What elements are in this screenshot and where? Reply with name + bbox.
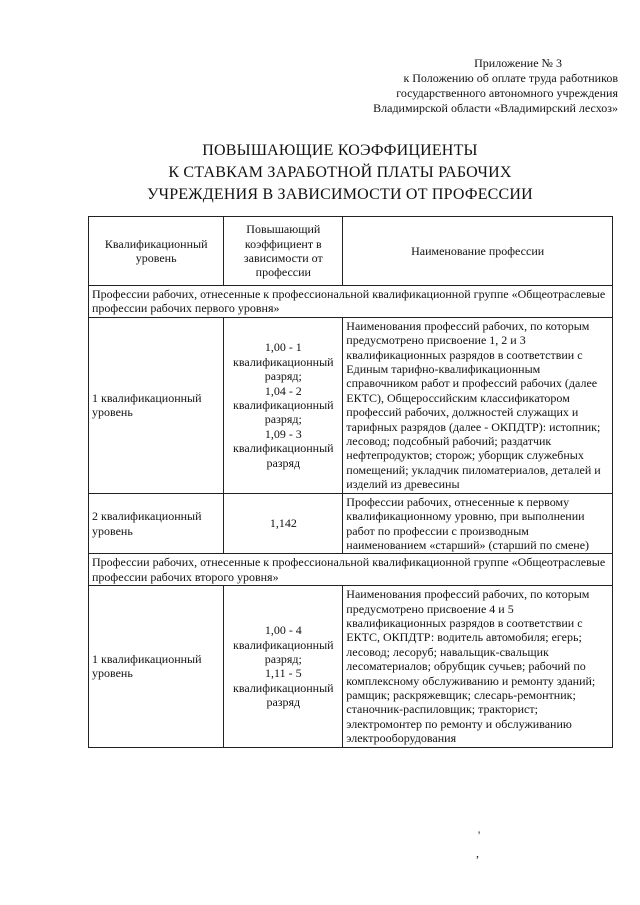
level-cell: 1 квалификационный уровень — [89, 586, 224, 747]
table-row — [89, 586, 613, 747]
coefficient-line: 1,04 - 2 — [264, 383, 302, 398]
coefficient-line: 1,00 - 1 — [264, 340, 302, 355]
coefficient-line: квалификационный — [233, 441, 334, 456]
profession-cell: Наименования профессий рабочих, по которым предусмотрено присвоение 1, 2 и 3 квалификационных разрядов в соответствии с Единым тарифно-квалификационным справочником работ и профессий рабочих (далее ЕКТС), Общероссийским классификатором профессий рабочих, должностей служащих и тарифных разрядов (далее - ОКПДТР): истопник; лесовод; подсобный рабочий; раздатчик нефтепродуктов; сторож; уборщик служебных помещений; укладчик пиломатериалов, деталей и изделий из древесины — [343, 317, 613, 493]
coefficient-line: 1,09 - 3 — [264, 426, 302, 441]
coefficient-line: квалификационный — [233, 398, 334, 413]
group-row — [89, 554, 613, 586]
profession-cell: Наименования профессий рабочих, по которым предусмотрено присвоение 4 и 5 квалификационных разрядов в соответствии с ЕКТС, ОКПДТР: водитель автомобиля; егерь; лесовод; лесоруб; навальщик-свальщик лесоматериалов; обрубщик сучьев; рабочий по комплексному обслуживанию и ремонту зданий; рамщик; раскряжевщик; слесарь-ремонтник; станочник-распиловщик; тракторист; электромонтер по ремонту и обслуживанию электрооборудования — [343, 586, 613, 747]
coefficient-cell — [224, 493, 343, 554]
coefficients-table — [88, 216, 613, 748]
coefficient-line: квалификационный — [233, 354, 334, 369]
group-row — [89, 286, 613, 318]
appendix-line-3: Владимирской области «Владимирский лесхоз» — [373, 101, 618, 115]
coefficient-cell — [224, 586, 343, 747]
table-row — [89, 317, 613, 493]
group-title: Профессии рабочих, отнесенные к профессиональной квалификационной группе «Общеотраслевые профессии рабочих первого уровня» — [89, 286, 613, 318]
profession-cell: Профессии рабочих, отнесенные к первому квалификационному уровню, при выполнении работ по профессии с производным наименованием «старший» (старший по смене) — [343, 493, 613, 554]
stray-mark: , — [476, 846, 479, 860]
coefficient-line: 1,142 — [269, 516, 297, 531]
coefficient-line: разряд — [266, 695, 301, 710]
group-title: Профессии рабочих, отнесенные к профессиональной квалификационной группе «Общеотраслевые профессии рабочих второго уровня» — [89, 554, 613, 586]
title-line-3: УЧРЕЖДЕНИЯ В ЗАВИСИМОСТИ ОТ ПРОФЕССИИ — [147, 186, 533, 203]
title-line-2: К СТАВКАМ ЗАРАБОТНОЙ ПЛАТЫ РАБОЧИХ — [168, 164, 512, 181]
level-cell: 1 квалификационный уровень — [89, 317, 224, 493]
document-title — [120, 140, 560, 206]
coefficient-line: 1,00 - 4 — [264, 623, 302, 638]
table-header-row — [89, 217, 613, 286]
header-coefficient: Повышающий коэффициент в зависимости от профессии — [224, 217, 343, 286]
coefficient-line: разряд; — [264, 369, 302, 384]
appendix-line-1: к Положению об оплате труда работников — [403, 71, 618, 85]
coefficient-line: квалификационный — [233, 680, 334, 695]
title-line-1: ПОВЫШАЮЩИЕ КОЭФФИЦИЕНТЫ — [202, 142, 478, 159]
table-row — [89, 493, 613, 554]
appendix-header — [300, 56, 618, 116]
coefficient-line: разряд — [266, 455, 301, 470]
coefficient-line: разряд; — [264, 412, 302, 427]
level-cell: 2 квалификационный уровень — [89, 493, 224, 554]
appendix-line-2: государственного автономного учреждения — [396, 86, 618, 100]
coefficient-line: 1,11 - 5 — [265, 666, 302, 681]
stray-mark: ' — [478, 828, 481, 842]
coefficient-line: разряд; — [264, 651, 302, 666]
appendix-title: Приложение № 3 — [474, 56, 562, 70]
header-profession: Наименование профессии — [343, 217, 613, 286]
coefficient-cell — [224, 317, 343, 493]
coefficient-line: квалификационный — [233, 637, 334, 652]
header-level: Квалификационный уровень — [89, 217, 224, 286]
